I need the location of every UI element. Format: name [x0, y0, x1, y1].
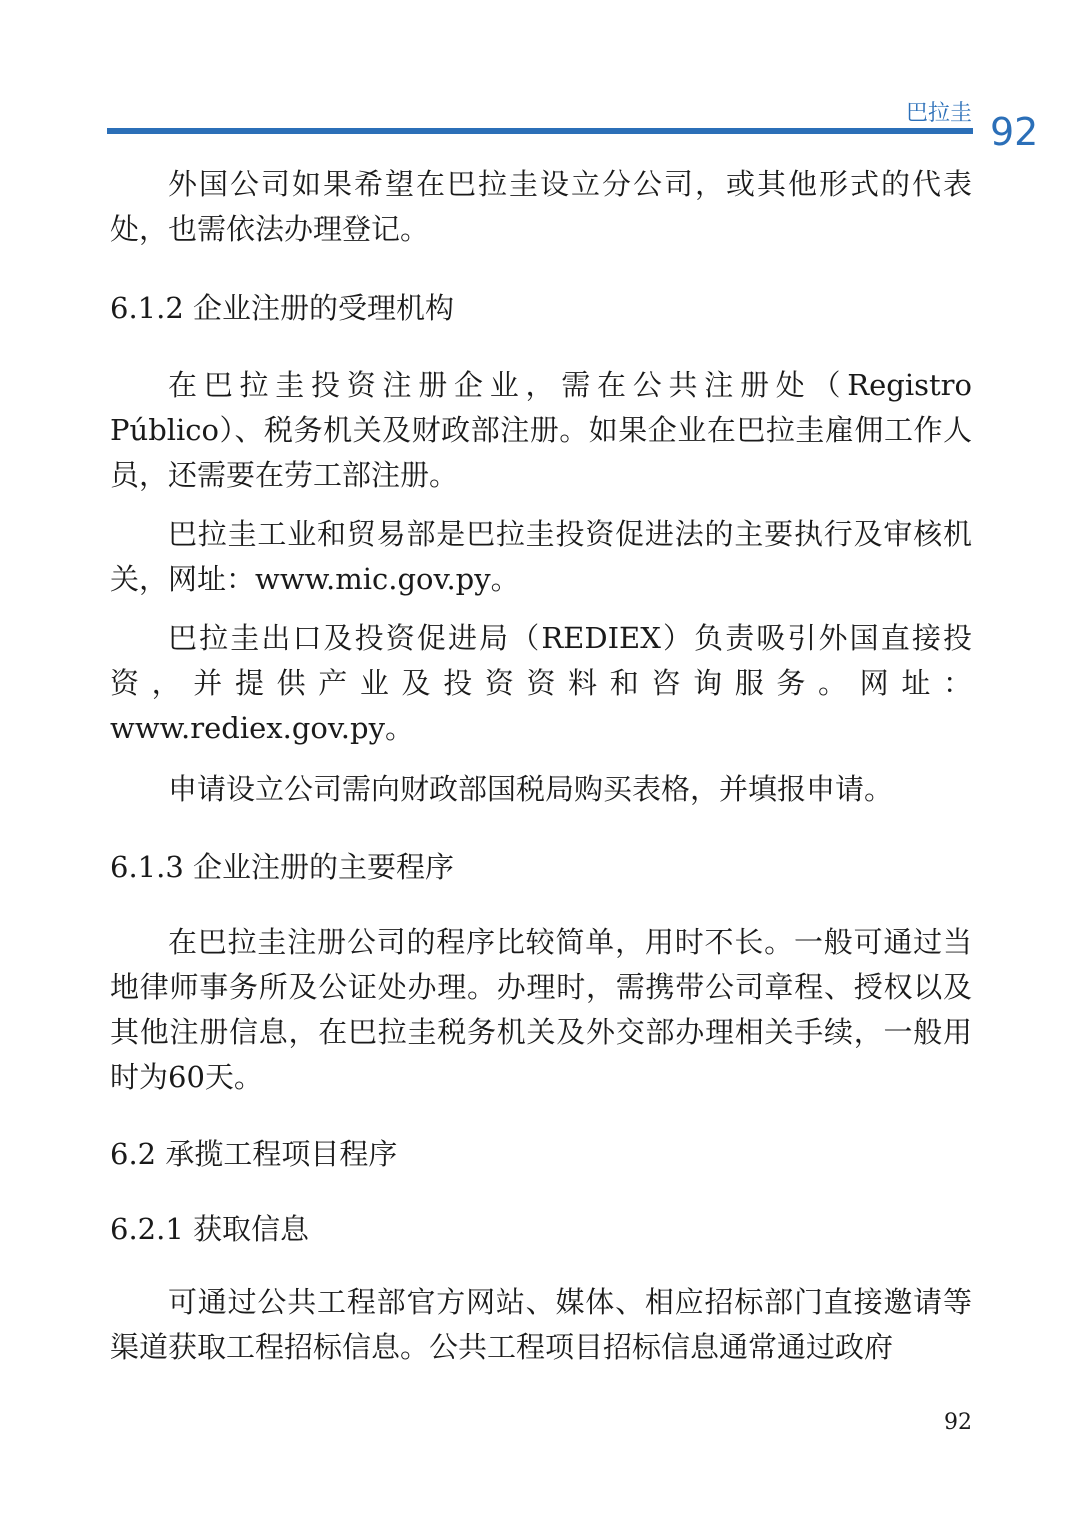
paragraph-rediex: 巴拉圭出口及投资促进局（REDIEX）负责吸引外国直接投资，并提供产业及投资资料和咨询服务。网址： — [110, 621, 972, 700]
header-page-number: 92 — [990, 110, 1039, 154]
paragraph-registration-procedure: 在巴拉圭注册公司的程序比较简单，用时不长。一般可通过当地律师事务所及公证处办理。办理时，需携带公司章程、授权以及其他注册信息，在巴拉圭税务机关及外交部办理相关手续，一般用时为60天。 — [110, 925, 972, 1094]
paragraph-rediex-url: www.rediex.gov.py。 — [110, 711, 414, 745]
section-heading-6-1-3: 6.1.3 企业注册的主要程序 — [110, 850, 455, 884]
paragraph-obtain-information: 可通过公共工程部官方网站、媒体、相应招标部门直接邀请等渠道获取工程招标信息。公共工程项目招标信息通常通过政府 — [110, 1285, 972, 1364]
running-header-country: 巴拉圭 — [905, 101, 972, 126]
paragraph-mic: 巴拉圭工业和贸易部是巴拉圭投资促进法的主要执行及审核机关，网址：www.mic.gov.py。 — [110, 517, 972, 596]
section-heading-6-1-2: 6.1.2 企业注册的受理机构 — [110, 291, 455, 325]
section-heading-6-2-1: 6.2.1 获取信息 — [110, 1212, 310, 1246]
section-heading-6-2: 6.2 承揽工程项目程序 — [110, 1137, 398, 1171]
header-rule — [107, 128, 973, 134]
page-body — [110, 162, 972, 1370]
paragraph-branch-registration: 外国公司如果希望在巴拉圭设立分公司，或其他形式的代表处，也需依法办理登记。 — [110, 167, 972, 246]
paragraph-registration-agencies: 在巴拉圭投资注册企业，需在公共注册处（Registro Público）、税务机关及财政部注册。如果企业在巴拉圭雇佣工作人员，还需要在劳工部注册。 — [110, 368, 972, 492]
paragraph-application-forms: 申请设立公司需向财政部国税局购买表格，并填报申请。 — [168, 772, 894, 806]
footer-page-number: 92 — [944, 1410, 972, 1435]
